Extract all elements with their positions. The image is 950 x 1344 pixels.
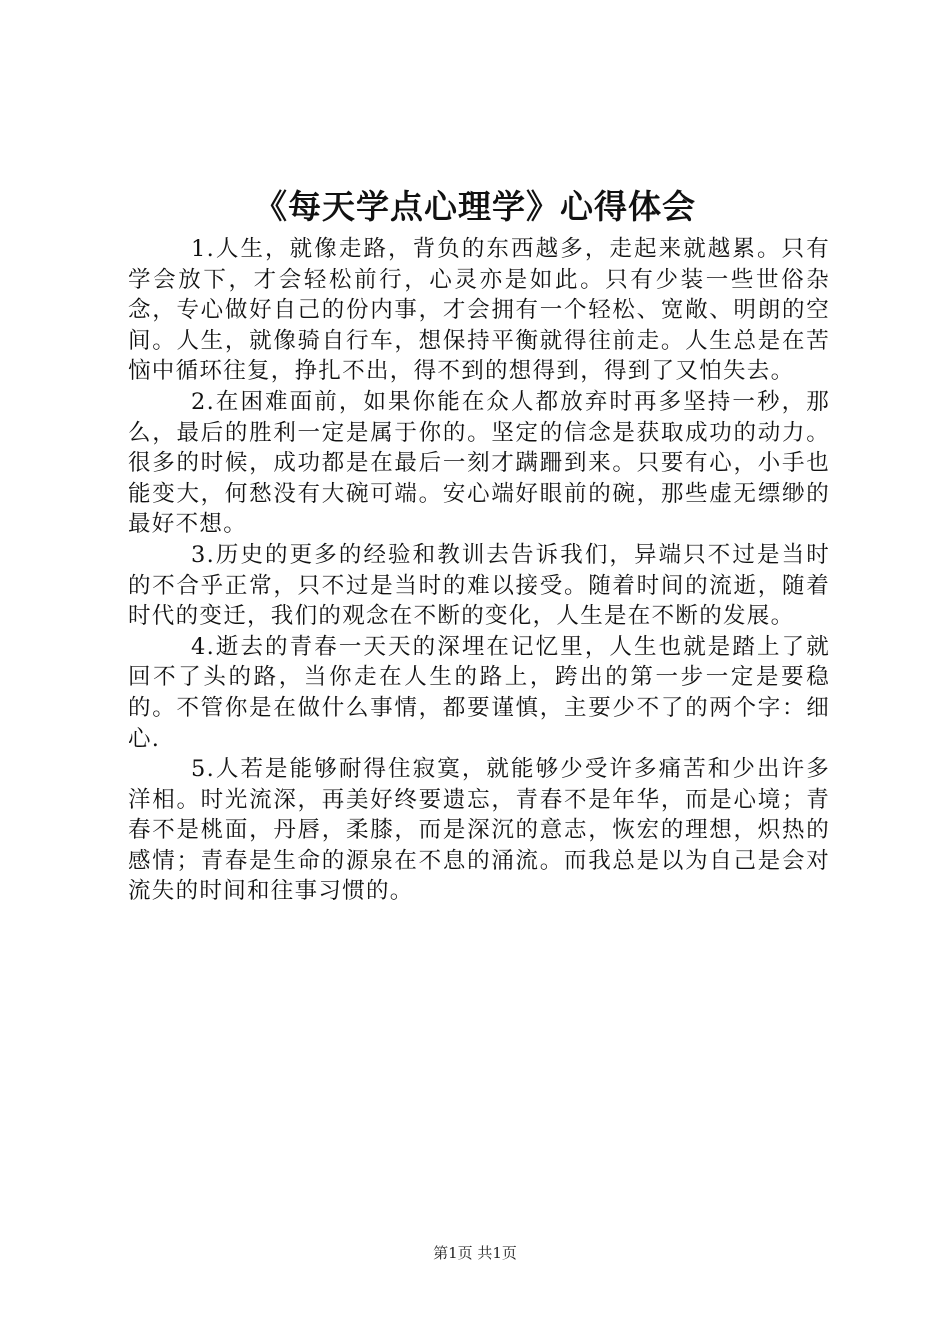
document-title: 《每天学点心理学》心得体会 xyxy=(254,187,696,226)
document-body xyxy=(128,234,830,907)
page-footer: 第1页 共1页 xyxy=(433,1244,517,1262)
paragraph-3: 3.历史的更多的经验和教训去告诉我们，异端只不过是当时的不合乎正常，只不过是当时的难以接受。随着时间的流逝，随着时代的变迁，我们的观念在不断的变化，人生是在不断的发展。 xyxy=(128,541,830,630)
paragraph-5: 5.人若是能够耐得住寂寞，就能够少受许多痛苦和少出许多洋相。时光流深，再美好终要遗忘，青春不是年华，而是心境；青春不是桃面，丹唇，柔膝，而是深沉的意志，恢宏的理想，炽热的感情；青春是生命的源泉在不息的涌流。而我总是以为自己是会对流失的时间和往事习惯的。 xyxy=(128,756,830,905)
paragraph-2: 2.在困难面前，如果你能在众人都放弃时再多坚持一秒，那么，最后的胜利一定是属于你的。坚定的信念是获取成功的动力。很多的时候，成功都是在最后一刻才蹒跚到来。只要有心，小手也能变大，何愁没有大碗可端。安心端好眼前的碗，那些虚无缥缈的最好不想。 xyxy=(128,388,830,538)
paragraph-1: 1.人生，就像走路，背负的东西越多，走起来就越累。只有学会放下，才会轻松前行，心灵亦是如此。只有少装一些世俗杂念，专心做好自己的份内事，才会拥有一个轻松、宽敞、明朗的空间。人生，就像骑自行车，想保持平衡就得往前走。人生总是在苦恼中循环往复，挣扎不出，得不到的想得到，得到了又怕失去。 xyxy=(128,236,830,385)
paragraph-4: 4.逝去的青春一天天的深埋在记忆里，人生也就是踏上了就回不了头的路，当你走在人生的路上，跨出的第一步一定是要稳的。不管你是在做什么事情，都要谨慎，主要少不了的两个字：细心. xyxy=(128,633,830,752)
